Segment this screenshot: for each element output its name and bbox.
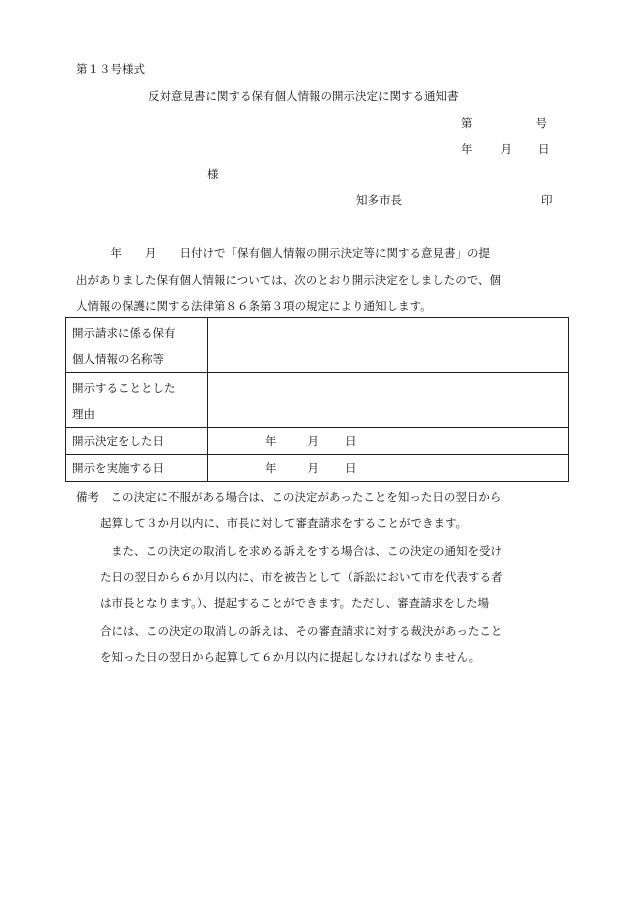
table-row xyxy=(66,373,569,428)
body-line-3: 人情報の保護に関する法律第８６条第３項の規定により通知します。 xyxy=(76,299,432,313)
table-row xyxy=(66,455,569,482)
issue-date-day: 日 xyxy=(538,142,550,156)
row-value-reason[interactable] xyxy=(208,373,569,428)
row-label-reason: 開示することとした 理由 xyxy=(66,373,208,428)
seal-mark: 印 xyxy=(541,193,553,207)
remarks-line-6: 合には、この決定の取消しの訴えは、その審査請求に対する裁決があったこと xyxy=(100,624,503,638)
row-label-decision-date: 開示決定をした日 xyxy=(66,428,208,455)
doc-no-prefix: 第 xyxy=(461,116,473,130)
addressee-suffix: 様 xyxy=(207,167,219,181)
table-row xyxy=(66,428,569,455)
remarks-line-5: は市長となります。）、提起することができます。ただし、審査請求をした場 xyxy=(100,596,490,610)
document-number xyxy=(461,118,547,130)
row-value-implementation-date[interactable]: 年 月 日 xyxy=(208,455,569,482)
form-number: 第１３号様式 xyxy=(76,62,145,76)
row-label-implementation-date: 開示を実施する日 xyxy=(66,455,208,482)
body-line-2: 出がありました保有個人情報については、次のとおり開示決定をしましたので、個 xyxy=(76,273,502,287)
table-row xyxy=(66,318,569,373)
remarks-line-1: 備考 この決定に不服がある場合は、この決定があったことを知った日の翌日から xyxy=(76,490,502,504)
row-value-info-name[interactable] xyxy=(208,318,569,373)
remarks-line-2: 起算して３か月以内に、市長に対して審査請求をすることができます。 xyxy=(100,516,468,530)
document-title: 反対意見書に関する保有個人情報の開示決定に関する通知書 xyxy=(148,89,459,103)
remarks-line-7: を知った日の翌日から起算して６か月以内に提起しなければなりません。 xyxy=(100,650,481,664)
body-line-1: 年 月 日付けで「保有個人情報の開示決定等に関する意見書」の提 xyxy=(76,246,490,260)
issue-date-year: 年 xyxy=(461,142,473,156)
remarks-line-3: また、この決定の取消しを求める訴えをする場合は、この決定の通知を受け xyxy=(111,544,502,558)
row-label-info-name: 開示請求に係る保有 個人情報の名称等 xyxy=(66,318,208,373)
doc-no-suffix: 号 xyxy=(535,116,547,130)
remarks-line-4: た日の翌日から６か月以内に、市を被告として（訴訟において市を代表する者 xyxy=(100,570,503,584)
issue-date-month: 月 xyxy=(500,142,512,156)
issue-date xyxy=(461,144,550,156)
disclosure-table xyxy=(65,317,569,482)
sender-name: 知多市長 xyxy=(356,193,402,207)
row-value-decision-date[interactable]: 年 月 日 xyxy=(208,428,569,455)
